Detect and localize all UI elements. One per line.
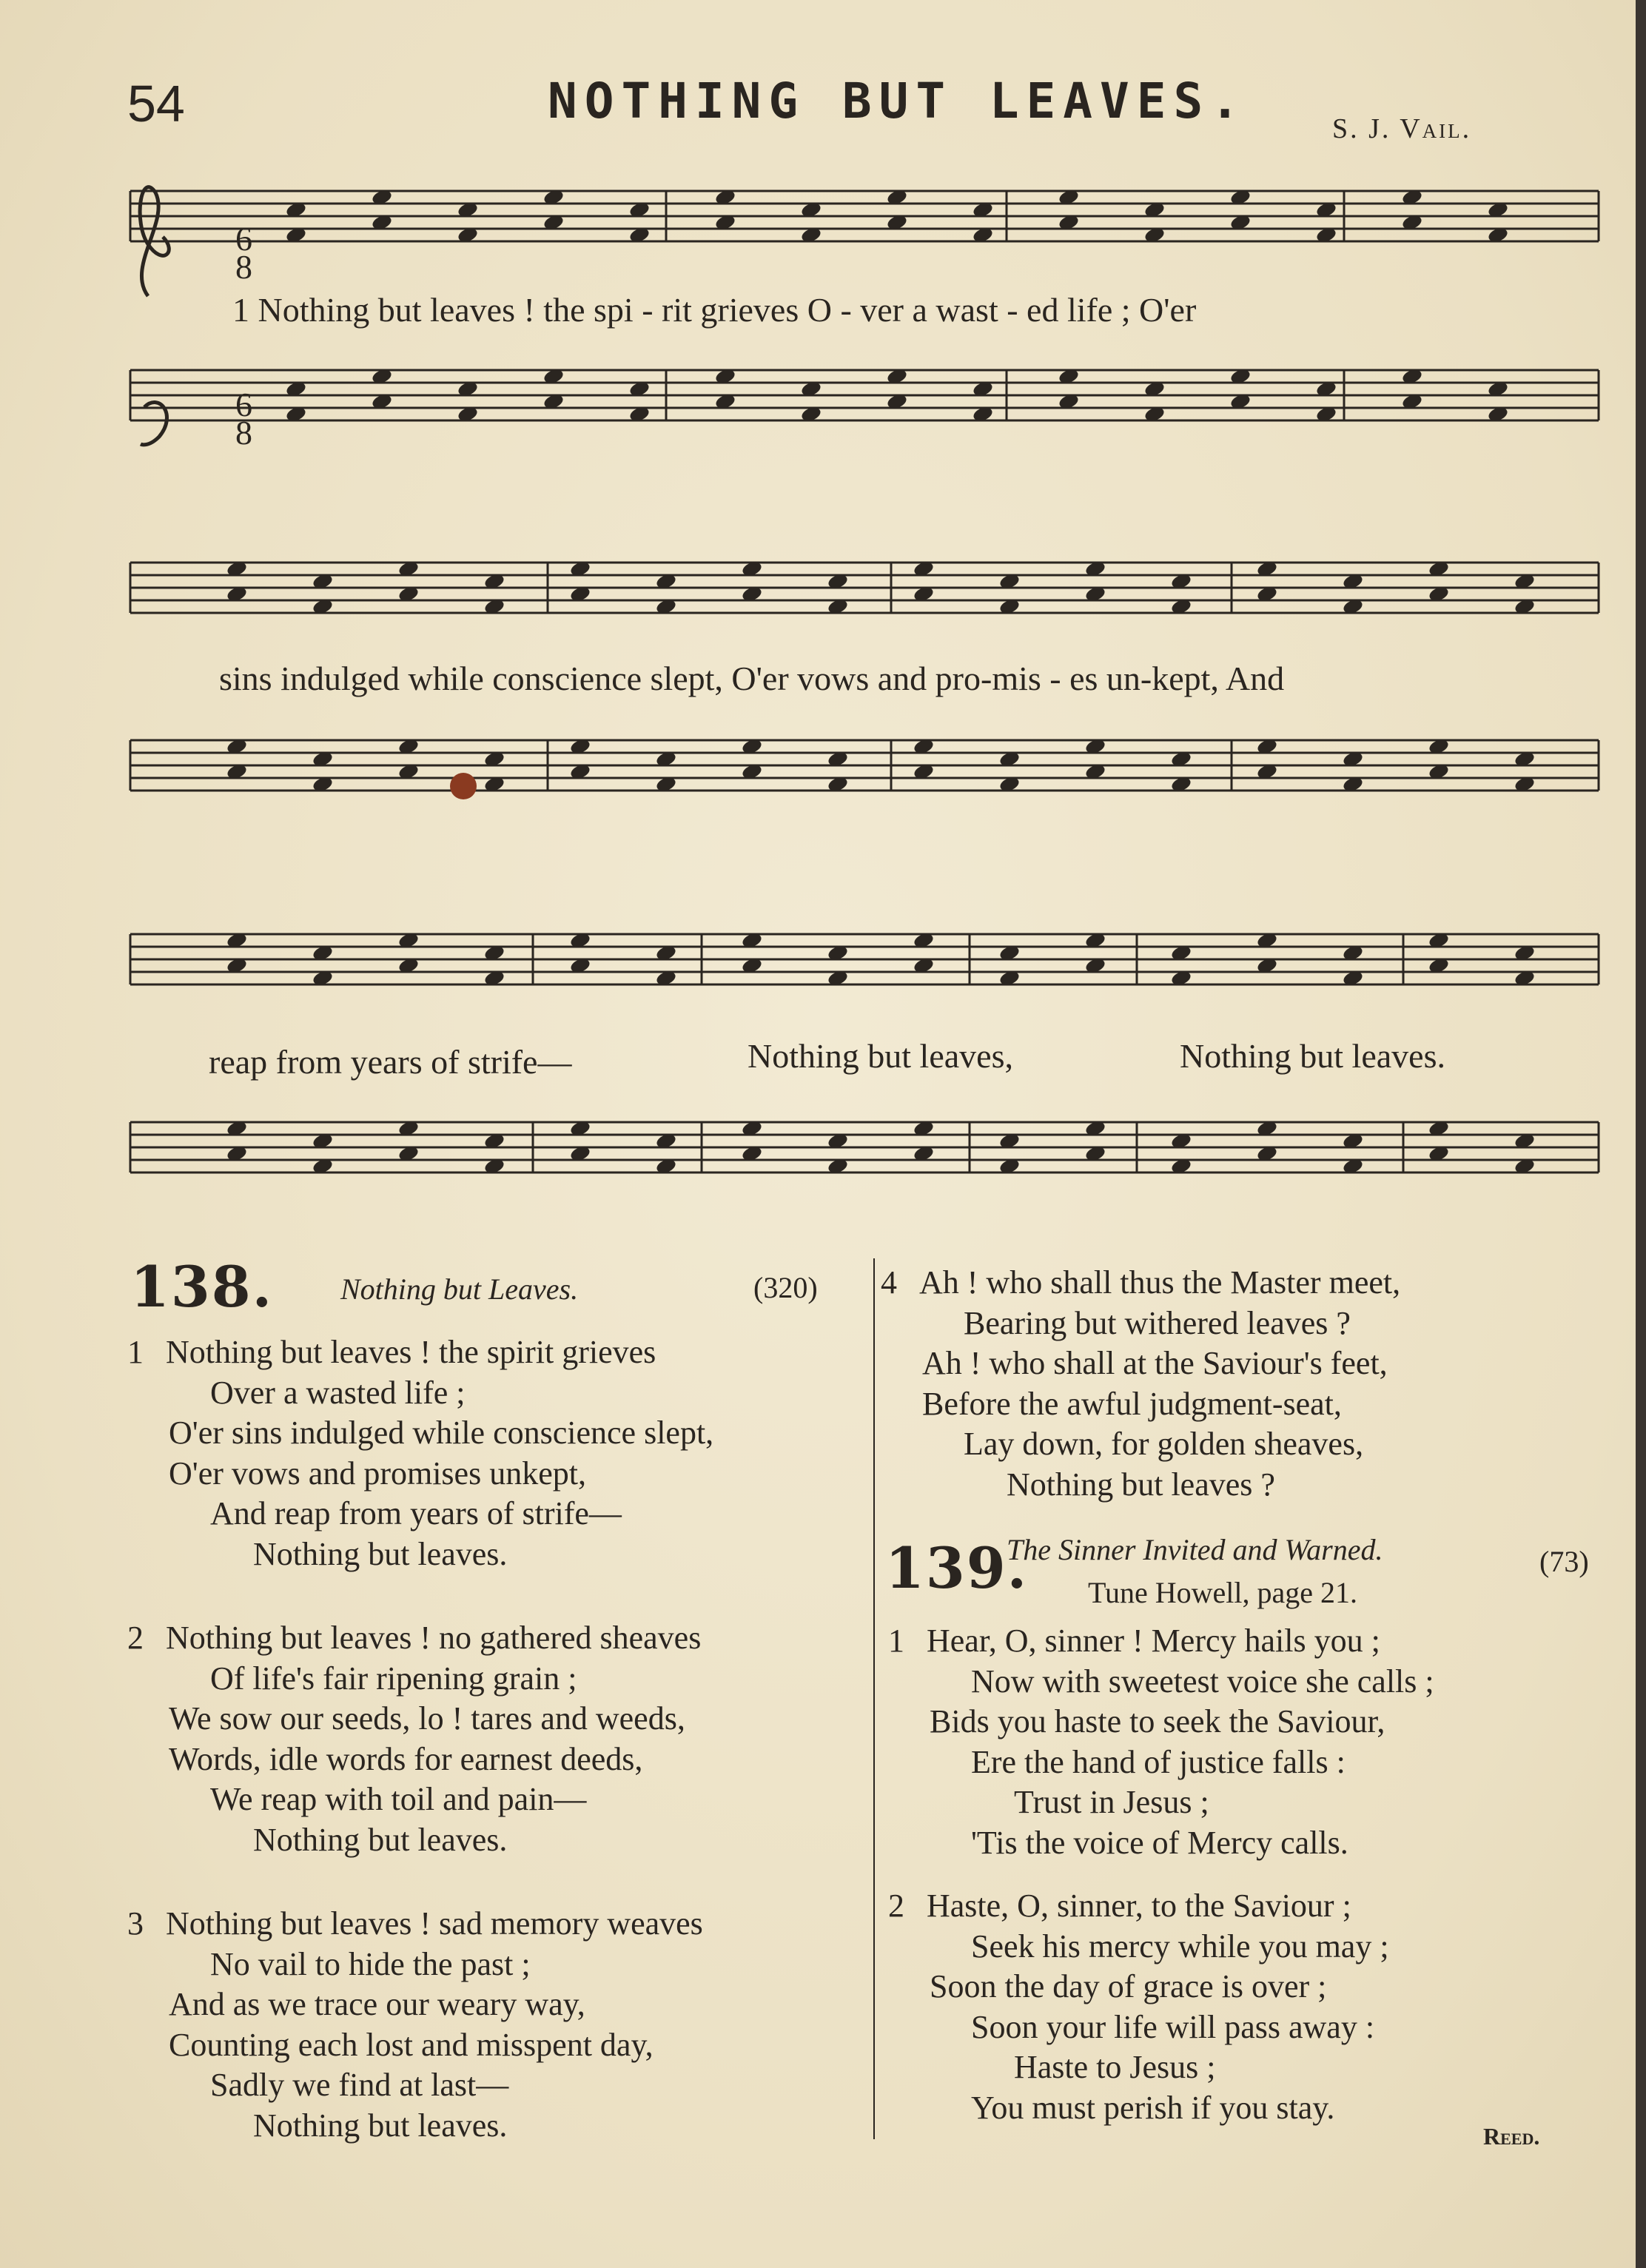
verse-line: And as we trace our weary way, bbox=[169, 1986, 585, 2022]
page-number: 54 bbox=[127, 75, 185, 132]
hymn-number-139: 139. bbox=[885, 1535, 1029, 1601]
hymn-139-verse-1 bbox=[888, 1621, 1434, 1863]
hymn-139-ref: (73) bbox=[1539, 1545, 1589, 1578]
verse-line: Hear, O, sinner ! Mercy hails you ; bbox=[927, 1623, 1380, 1659]
verse-line: Trust in Jesus ; bbox=[1014, 1784, 1209, 1820]
composer-credit: S. J. Vail. bbox=[1332, 113, 1472, 144]
verse-line: Now with sweetest voice she calls ; bbox=[971, 1663, 1434, 1700]
verse-line: Words, idle words for earnest deeds, bbox=[169, 1740, 643, 1777]
page-title: NOTHING BUT LEAVES. bbox=[548, 73, 1247, 130]
hymn-138-title: Nothing but Leaves. bbox=[340, 1272, 579, 1306]
verse-line: Nothing but leaves ? bbox=[1007, 1466, 1275, 1503]
verse-line: Bearing but withered leaves ? bbox=[964, 1304, 1351, 1341]
time-signature bbox=[235, 220, 252, 452]
verse-line: O'er sins indulged while conscience slept, bbox=[169, 1415, 714, 1451]
verse-line: Nothing but leaves. bbox=[253, 1535, 508, 1572]
lyric-line-3a: reap from years of strife— bbox=[209, 1043, 572, 1081]
verse-line: Haste to Jesus ; bbox=[1014, 2049, 1216, 2085]
verse-line: No vail to hide the past ; bbox=[210, 1945, 531, 1982]
lyric-line-3b: Nothing but leaves, bbox=[748, 1037, 1013, 1075]
hymn-number-138: 138. bbox=[130, 1254, 274, 1320]
ink-blot bbox=[450, 773, 477, 799]
verse-line: Lay down, for golden sheaves, bbox=[964, 1426, 1364, 1462]
hymn-139-attribution: Reed. bbox=[1483, 2123, 1540, 2150]
verse-line: Nothing but leaves ! no gathered sheaves bbox=[166, 1620, 702, 1656]
verse-line: You must perish if you stay. bbox=[971, 2089, 1335, 2126]
verse-line: Bids you haste to seek the Saviour, bbox=[930, 1703, 1385, 1739]
verse-line: O'er vows and promises unkept, bbox=[169, 1455, 586, 1492]
hymn-138-ref: (320) bbox=[753, 1271, 818, 1304]
verse-line: Of life's fair ripening grain ; bbox=[210, 1660, 577, 1697]
verse-number: 1 bbox=[127, 1334, 144, 1370]
verse-number: 2 bbox=[127, 1620, 144, 1656]
verse-line: Over a wasted life ; bbox=[210, 1374, 466, 1411]
lyric-line-2: sins indulged while conscience slept, O'er vows and pro-mis - es un-kept, And bbox=[219, 660, 1285, 697]
hymn-139-title: The Sinner Invited and Warned. bbox=[1007, 1533, 1383, 1566]
clefs bbox=[140, 187, 169, 445]
hymn-138-verse-4 bbox=[881, 1263, 1400, 1505]
verse-number: 2 bbox=[888, 1888, 904, 1924]
verse-line: Soon your life will pass away : bbox=[971, 2008, 1375, 2045]
verse-number: 3 bbox=[127, 1905, 144, 1942]
verse-number: 4 bbox=[881, 1264, 897, 1301]
verse-line: Soon the day of grace is over ; bbox=[930, 1968, 1327, 2004]
hymn-139-verse-2 bbox=[888, 1886, 1389, 2128]
hymn-138-verse-2 bbox=[127, 1618, 701, 1860]
verse-line: Nothing but leaves ! sad memory weaves bbox=[166, 1905, 703, 1942]
verse-line: Ere the hand of justice falls : bbox=[971, 1743, 1346, 1780]
svg-text:8: 8 bbox=[235, 414, 252, 452]
verse-line: Ah ! who shall at the Saviour's feet, bbox=[922, 1345, 1388, 1381]
verse-line: Haste, O, sinner, to the Saviour ; bbox=[927, 1888, 1351, 1924]
lyric-line-1: 1 Nothing but leaves ! the spi - rit grieves O - ver a wast - ed life ; O'er bbox=[232, 291, 1197, 329]
verse-line: Ah ! who shall thus the Master meet, bbox=[919, 1264, 1401, 1301]
svg-text:6: 6 bbox=[235, 220, 252, 258]
verse-line: And reap from years of strife— bbox=[210, 1495, 622, 1531]
verse-line: Sadly we find at last— bbox=[210, 2067, 509, 2103]
svg-text:8: 8 bbox=[235, 248, 252, 286]
svg-text:6: 6 bbox=[235, 386, 252, 423]
verse-line: We reap with toil and pain— bbox=[210, 1781, 587, 1817]
hymn-138-verse-3 bbox=[127, 1904, 703, 2146]
hymn-138-verse-1 bbox=[127, 1332, 713, 1574]
verse-line: Seek his mercy while you may ; bbox=[971, 1928, 1389, 1965]
column-divider bbox=[873, 1258, 875, 2139]
verse-line: Nothing but leaves ! the spirit grieves bbox=[166, 1334, 656, 1370]
verse-line: We sow our seeds, lo ! tares and weeds, bbox=[169, 1700, 685, 1737]
verse-number: 1 bbox=[888, 1623, 904, 1659]
verse-line: Counting each lost and misspent day, bbox=[169, 2026, 654, 2063]
verse-line: Nothing but leaves. bbox=[253, 2107, 508, 2144]
verse-line: Before the awful judgment-seat, bbox=[922, 1385, 1342, 1422]
verse-line: Nothing but leaves. bbox=[253, 1821, 508, 1858]
verse-line: 'Tis the voice of Mercy calls. bbox=[971, 1824, 1348, 1861]
lyric-line-3c: Nothing but leaves. bbox=[1180, 1037, 1445, 1075]
hymn-139-tune: Tune Howell, page 21. bbox=[1088, 1576, 1358, 1609]
